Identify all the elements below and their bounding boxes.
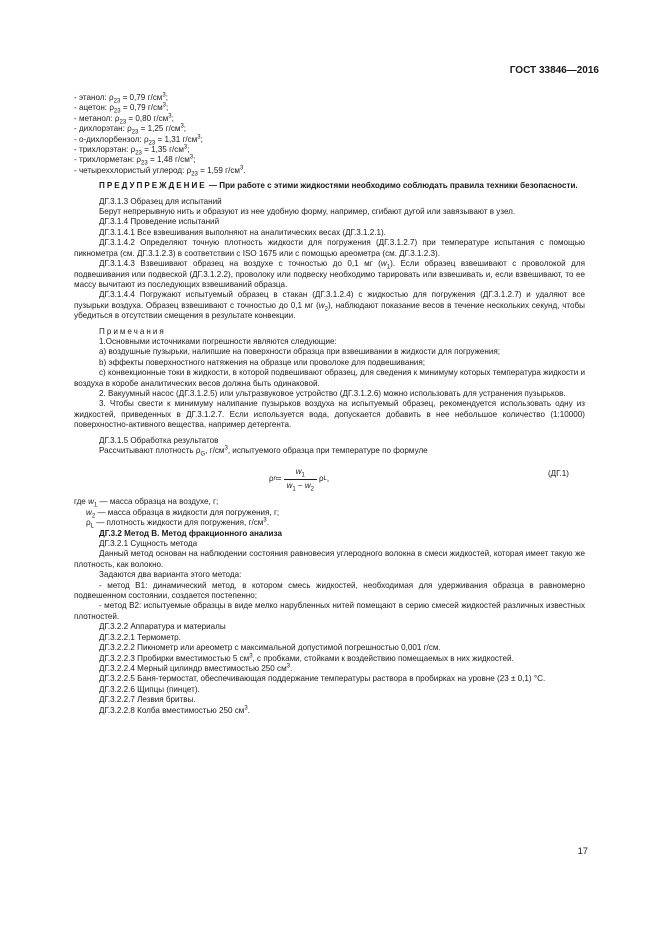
warning-text: — При работе с этими жидкостями необходимо соблюдать правила техники безопасности. — [206, 181, 578, 191]
note-1b: b) эффекты поверхностного натяжения на образце или проволоке для подвешивания; — [99, 357, 425, 367]
legend-rho-l: $\rho_L$ — плотность жидкости для погружения, $г/см^3$. — [86, 517, 269, 530]
legend-w2: $w_2$ — масса образца в жидкости для погружения, г; — [86, 507, 280, 520]
formula-dg1 — [74, 461, 585, 493]
item-3-2-2-8: ДГ.3.2.2.8 Колба вместимостью 250 $см^3$. — [99, 704, 250, 715]
formula-number: (ДГ.1) — [547, 469, 569, 479]
section-title-3-1-3: ДГ.3.1.3 Образец для испытаний — [99, 196, 222, 206]
paragraph-method-b1: - метод В1: динамический метод, в котором смесь жидкостей, необходимая для удерживания образца в равномерно подвешенном состоянии, создается постепенно; — [74, 580, 585, 601]
item-3-2-2-5: ДГ.3.2.2.5 Баня-термостат, обеспечивающая поддержание температуры раствора в пробирках на уровне (23 ± 0,1) °С. — [99, 674, 546, 684]
legend-w1: где $w_1$ — масса образца на воздухе, г; — [74, 497, 219, 510]
page-number: 17 — [577, 845, 588, 856]
section-title-3-1-4: ДГ.3.1.4 Проведение испытаний — [99, 217, 220, 227]
section-title-3-1-5: ДГ.3.1.5 Обработка результатов — [99, 435, 219, 445]
note-2: 2. Вакуумный насос (ДГ.3.1.2.5) или ультразвуковое устройство (ДГ.3.1.2.6) можно использовать для устранения пузырьков. — [99, 388, 566, 398]
note-1: 1.Основными источниками погрешности являются следующие: — [99, 336, 337, 346]
item-3-2-2-2: ДГ.3.2.2.2 Пикнометр или ареометр с максимальной допустимой погрешностью 0,001 г/см. — [99, 643, 441, 653]
item-3-2-2-3: ДГ.3.2.2.3 Пробирки вместимостью 5 $см^3$, с пробками, стойками к воздействию помещаемых в них жидкостей. — [99, 652, 514, 663]
item-3-2-2-6: ДГ.3.2.2.6 Щипцы (пинцет). — [99, 684, 200, 694]
note-1a: а) воздушные пузырьки, налипшие на поверхности образца при взвешивании в жидкости для погружения; — [99, 347, 501, 357]
note-1c: с) конвекционные токи в жидкости, в которой подвешивают образец, для сведения к минимуму которых температура жидкости и воздуха в коробе аналитических весов должна быть одинаковой. — [74, 368, 585, 388]
item-3-2-2-7: ДГ.3.2.2.7 Лезвия бритвы. — [99, 695, 196, 705]
paragraph-3-2-1: Данный метод основан на наблюдении состояния равновесия углеродного волокна в смеси жидкостей, которая имеет такую же плотность, как волокно. — [74, 549, 585, 569]
solvent-item: - метанол: $\rho_{23} = 0,80$ $г/см^3$; — [74, 113, 174, 126]
paragraph-3-1-5: Рассчитывают плотность $\rho_G$, $г/см^3$, испытуемого образца при температуре по формуле — [99, 445, 428, 458]
solvent-item: - четыреххлористый углерод: $\rho_{23} = 1,59$ $г/см^3$. — [74, 165, 246, 178]
solvent-item: - ацетон: $\rho_{23} = 0,79$ $г/см^3$; — [74, 102, 169, 116]
section-title-3-2: ДГ.3.2 Метод В. Метод фракционного анализа — [99, 528, 282, 538]
notes-block — [74, 327, 585, 431]
paragraph-3-1-4-1: ДГ.3.1.4.1 Все взвешивания выполняют на аналитических весах (ДГ.3.1.2.1). — [99, 227, 386, 237]
solvent-item: - трихлорэтан: $\rho_{23} = 1,35$ $г/см^3$; — [74, 144, 190, 157]
warning-paragraph — [74, 181, 585, 191]
warning-label: ПРЕДУПРЕЖДЕНИЕ — [99, 181, 207, 191]
solvent-item: - этанол: $\rho_{23} = 0,79$ $г/см^3$; — [74, 92, 168, 105]
formula-legend — [74, 497, 585, 528]
solvent-list — [74, 93, 585, 176]
notes-title: Примечания — [99, 326, 166, 336]
paragraph-3-1-4-4: ДГ.3.1.4.4 Погружают испытуемый образец в стакан (ДГ.3.1.2.4) с жидкостью для погружения (ДГ.3.1.2.7) и удаляют все пузырьки воздуха. Образец взвешивают с точностью до 0,1 мг $(w_2)$, наблюдают показание весов в течение нескольких секунд, чтобы убедиться в отсутствии смещения в результате конвекции. — [74, 290, 585, 321]
item-3-2-2-1: ДГ.3.2.2.1 Термометр. — [99, 632, 181, 642]
solvent-item: - дихлорэтан: $\rho_{23} = 1,25$ $г/см^3$; — [74, 123, 187, 136]
formula-fraction: $\frac{w_1}{w_1 - w_2}$ — [284, 467, 317, 491]
paragraph-variants: Задаются два варианта этого метода: — [99, 570, 242, 580]
page-content — [74, 93, 585, 716]
section-title-3-2-2: ДГ.3.2.2 Аппаратура и материалы — [99, 622, 226, 632]
solvent-item: - о-дихлорбензол: $\rho_{23} = 1,31$ $г/см^3$; — [74, 133, 203, 147]
standard-header: ГОСТ 33846—2016 — [509, 65, 599, 76]
paragraph-3-1-4-2: ДГ.3.1.4.2 Определяют точную плотность жидкости для погружения (ДГ.3.1.2.7) при температуре испытания с помощью пикнометра (см. ДГ.3.1.2.3) в соответствии с ISO 1675 или с помощью ареометра (см. ДГ.3.1.2.3). — [74, 238, 585, 258]
paragraph-method-b2: - метод В2: испытуемые образцы в виде мелко нарубленных нитей помещают в серию смесей жидкостей различных известных плотностей. — [74, 601, 585, 621]
paragraph-3-1-3: Берут непрерывную нить и образуют из нее удобную форму, например, сгибают дугой или завязывают в узел. — [99, 207, 516, 217]
formula-body: ρ n = $\frac{w_1}{w_1 - w_2}$ ρ L , — [269, 467, 330, 493]
item-3-2-2-4: ДГ.3.2.2.4 Мерный цилиндр вместимостью 250 $см^3$. — [99, 663, 293, 673]
section-title-3-2-1: ДГ.3.2.1 Сущность метода — [99, 539, 198, 549]
solvent-item: - трихлорметан: $\rho_{23} = 1,48$ $г/см^3$; — [74, 154, 196, 168]
paragraph-3-1-4-3: ДГ.3.1.4.3 Взвешивают образец на воздухе с точностью до 0,1 мг $(w_1)$. Если образец взвешивают с проволокой для подвешивания или подвеской (ДГ.3.1.2.2), проволоку или подвеску необходимо тарировать или взвешивать и, если взвешивают, то ее массу вычитают из последующих взвешиваний образца. — [74, 259, 585, 289]
note-3: 3. Чтобы свести к минимуму налипание пузырьков воздуха на испытуемый образец, рекомендуется использовать одну из жидкостей, приведенных в ДГ.3.1.2.7. Если используется вода, допускается добавить в нее небольшое количество (1:10000) поверхностно-активного вещества, например детергента. — [74, 399, 585, 430]
